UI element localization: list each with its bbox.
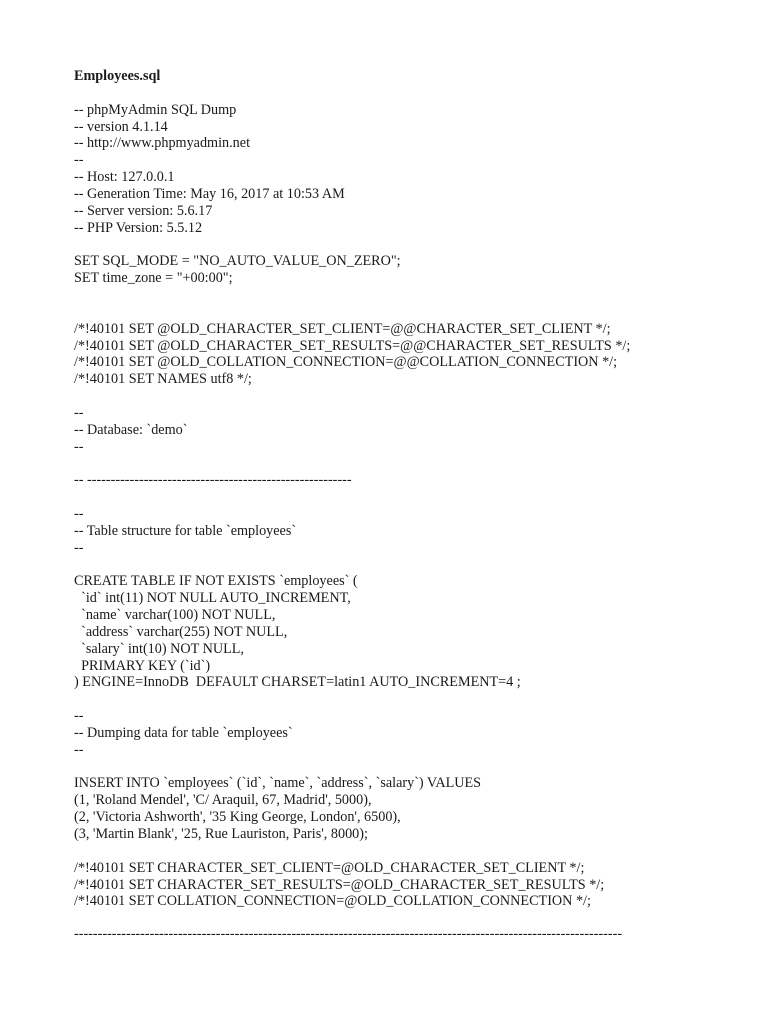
sql-line: -- version 4.1.14 [74, 118, 168, 135]
sql-line: INSERT INTO `employees` (`id`, `name`, `address`, `salary`) VALUES [74, 775, 482, 792]
sql-line: SET time_zone = "+00:00"; [74, 270, 233, 287]
sql-line: -- Dumping data for table `employees` [74, 724, 293, 741]
sql-line: `name` varchar(100) NOT NULL, [74, 607, 276, 623]
sql-content [74, 85, 714, 910]
sql-line [74, 85, 714, 102]
sql-line [74, 556, 714, 573]
sql-line: /*!40101 SET @OLD_COLLATION_CONNECTION=@@COLLATION_CONNECTION */; [74, 354, 618, 371]
sql-line: -- http://www.phpmyadmin.net [74, 135, 251, 152]
sql-line [74, 759, 714, 776]
sql-line: /*!40101 SET CHARACTER_SET_CLIENT=@OLD_CHARACTER_SET_CLIENT */; [74, 859, 585, 876]
sql-line: -- [74, 539, 84, 556]
sql-line [74, 304, 714, 321]
sql-line [74, 843, 714, 860]
sql-line: `id` int(11) NOT NULL AUTO_INCREMENT, [74, 590, 351, 607]
sql-line: -- Host: 127.0.0.1 [74, 169, 175, 186]
sql-line: (1, 'Roland Mendel', 'C/ Araquil, 67, Madrid', 5000), [74, 792, 372, 809]
sql-line: -- [74, 152, 84, 169]
sql-line: PRIMARY KEY (`id`) [74, 657, 211, 674]
sql-line [74, 489, 714, 506]
sql-line: `salary` int(10) NOT NULL, [74, 640, 244, 657]
sql-line: CREATE TABLE IF NOT EXISTS `employees` ( [74, 573, 358, 590]
sql-line: ) ENGINE=InnoDB DEFAULT CHARSET=latin1 AUTO_INCREMENT=4 ; [74, 674, 521, 691]
sql-line: -- Generation Time: May 16, 2017 at 10:53 AM [74, 185, 345, 202]
sql-line [74, 455, 714, 472]
sql-line: /*!40101 SET @OLD_CHARACTER_SET_CLIENT=@@CHARACTER_SET_CLIENT */; [74, 320, 611, 337]
sql-line: SET SQL_MODE = "NO_AUTO_VALUE_ON_ZERO"; [74, 253, 401, 270]
sql-line: -- [74, 438, 84, 455]
sql-line [74, 236, 714, 253]
sql-line: -- [74, 741, 84, 758]
sql-line [74, 287, 714, 304]
sql-line: -- [74, 505, 84, 522]
sql-line: (3, 'Martin Blank', '25, Rue Lauriston, Paris', 8000); [74, 825, 368, 842]
document-body [74, 68, 714, 910]
sql-line: /*!40101 SET CHARACTER_SET_RESULTS=@OLD_CHARACTER_SET_RESULTS */; [74, 876, 605, 893]
sql-line [74, 388, 714, 405]
sql-line: /*!40101 SET COLLATION_CONNECTION=@OLD_COLLATION_CONNECTION */; [74, 893, 591, 910]
sql-line [74, 691, 714, 708]
sql-line: -- -------------------------------------------------------- [74, 472, 352, 489]
sql-line: (2, 'Victoria Ashworth', '35 King George, London', 6500), [74, 809, 401, 826]
sql-line: -- Server version: 5.6.17 [74, 202, 213, 219]
sql-line: -- Database: `demo` [74, 421, 188, 438]
sql-line: /*!40101 SET NAMES utf8 */; [74, 371, 252, 388]
sql-line: /*!40101 SET @OLD_CHARACTER_SET_RESULTS=@@CHARACTER_SET_RESULTS */; [74, 337, 631, 354]
sql-line: -- [74, 708, 84, 725]
bottom-separator-line: -------------------------------------------------------------------------------------------------------------------- [74, 926, 623, 942]
sql-line: -- phpMyAdmin SQL Dump [74, 101, 237, 118]
sql-line: `address` varchar(255) NOT NULL, [74, 623, 288, 640]
document-title: Employees.sql [74, 68, 161, 84]
sql-line: -- [74, 404, 84, 421]
sql-line: -- PHP Version: 5.5.12 [74, 219, 203, 236]
sql-line: -- Table structure for table `employees` [74, 522, 297, 539]
